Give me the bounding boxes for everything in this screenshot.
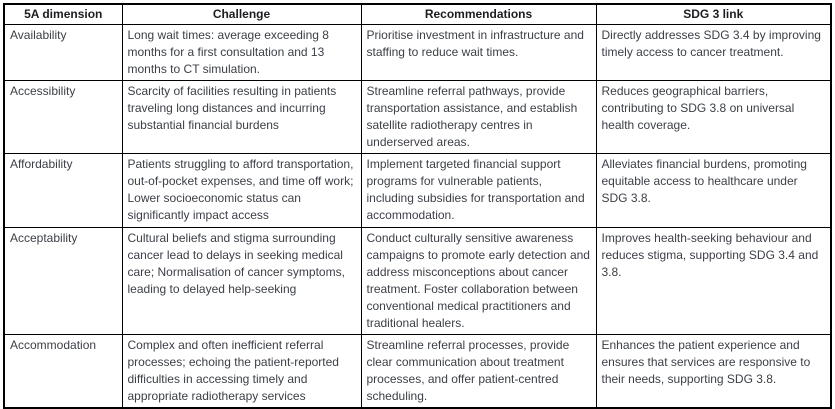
column-header-dimension: 5A dimension [4, 4, 122, 24]
cell-sdg-link: Enhances the patient experience and ensures that services are responsive to their needs, supporting SDG 3.8. [596, 334, 831, 408]
cell-dimension: Acceptability [4, 227, 122, 334]
cell-challenge: Complex and often inefficient referral processes; echoing the patient-reported difficulties in accessing timely and appropriate radiotherapy services [122, 334, 361, 408]
5a-framework-table [3, 3, 832, 409]
table-row-accessibility [4, 80, 831, 153]
cell-recommendations: Conduct culturally sensitive awareness campaigns to promote early detection and address misconceptions about cancer treatment. Foster collaboration between conventional medical practitioners and traditional healers. [361, 227, 596, 334]
cell-dimension: Affordability [4, 153, 122, 227]
table-row-affordability [4, 153, 831, 227]
column-header-recommendations: Recommendations [361, 4, 596, 24]
cell-challenge: Scarcity of facilities resulting in patients traveling long distances and incurring substantial financial burdens [122, 80, 361, 153]
cell-sdg-link: Improves health-seeking behaviour and reduces stigma, supporting SDG 3.4 and 3.8. [596, 227, 831, 334]
cell-challenge: Cultural beliefs and stigma surrounding cancer lead to delays in seeking medical care; Normalisation of cancer symptoms, leading to delayed help-seeking [122, 227, 361, 334]
cell-recommendations: Streamline referral processes, provide clear communication about treatment processes, and offer patient-centred scheduling. [361, 334, 596, 408]
column-header-challenge: Challenge [122, 4, 361, 24]
cell-sdg-link: Alleviates financial burdens, promoting equitable access to healthcare under SDG 3.8. [596, 153, 831, 227]
cell-sdg-link: Reduces geographical barriers, contributing to SDG 3.8 on universal health coverage. [596, 80, 831, 153]
cell-recommendations: Prioritise investment in infrastructure and staffing to reduce wait times. [361, 24, 596, 80]
table-row-availability [4, 24, 831, 80]
cell-dimension: Accommodation [4, 334, 122, 408]
column-header-sdg-link: SDG 3 link [596, 4, 831, 24]
cell-dimension: Accessibility [4, 80, 122, 153]
cell-challenge: Patients struggling to afford transportation, out-of-pocket expenses, and time off work; Lower socioeconomic status can significantly impact access [122, 153, 361, 227]
cell-recommendations: Streamline referral pathways, provide transportation assistance, and establish satellite radiotherapy centres in underserved areas. [361, 80, 596, 153]
cell-recommendations: Implement targeted financial support programs for vulnerable patients, including subsidies for transportation and accommodation. [361, 153, 596, 227]
header-row [4, 4, 831, 24]
table-row-accommodation [4, 334, 831, 408]
cell-sdg-link: Directly addresses SDG 3.4 by improving timely access to cancer treatment. [596, 24, 831, 80]
cell-dimension: Availability [4, 24, 122, 80]
cell-challenge: Long wait times: average exceeding 8 months for a first consultation and 13 months to CT simulation. [122, 24, 361, 80]
table-row-acceptability [4, 227, 831, 334]
